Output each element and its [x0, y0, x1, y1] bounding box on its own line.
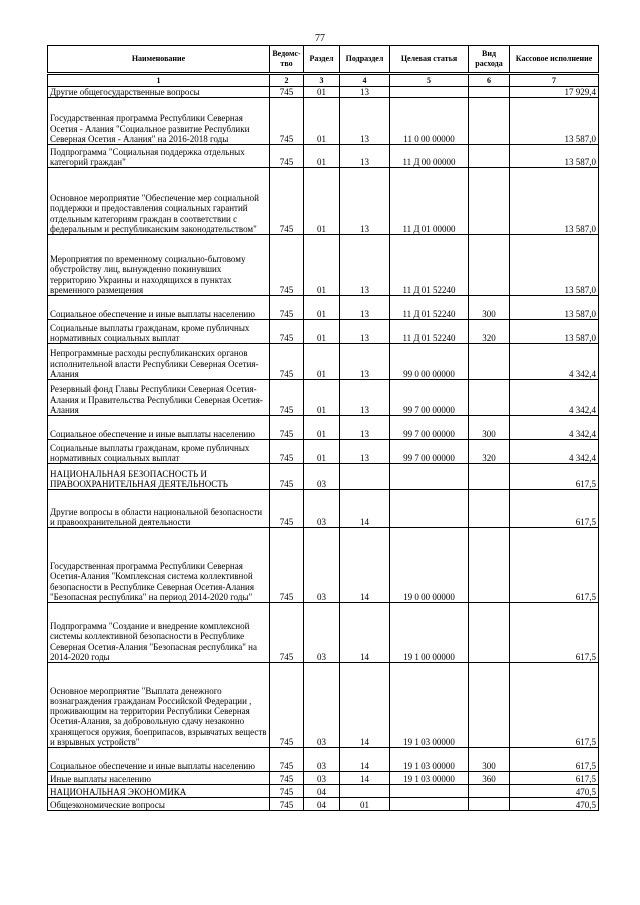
table-row	[48, 168, 599, 235]
row-section: 01	[304, 440, 340, 464]
row-subsection: 14	[340, 528, 390, 603]
row-amount: 617,5	[510, 464, 599, 490]
row-name: Социальные выплаты гражданам, кроме публичных нормативных социальных выплат	[48, 320, 270, 344]
row-amount: 617,5	[510, 528, 599, 603]
row-expense-type: 320	[469, 320, 510, 344]
row-target-item: 19 1 03 00000	[390, 663, 469, 748]
row-department: 745	[270, 145, 304, 168]
header-department: Ведомс-тво	[270, 46, 304, 74]
row-section: 01	[304, 344, 340, 380]
row-name: Другие общегосударственные вопросы	[48, 87, 270, 98]
row-name: Другие вопросы в области национальной безопасности и правоохранительной деятельности	[48, 490, 270, 528]
table-row	[48, 440, 599, 464]
row-section: 01	[304, 380, 340, 416]
row-expense-type	[469, 528, 510, 603]
table-row	[48, 235, 599, 296]
table-row	[48, 663, 599, 748]
row-amount: 4 342,4	[510, 380, 599, 416]
row-target-item: 19 1 03 00000	[390, 772, 469, 785]
row-section: 03	[304, 603, 340, 663]
row-amount: 4 342,4	[510, 416, 599, 440]
row-department: 745	[270, 528, 304, 603]
column-number-row	[48, 74, 599, 87]
row-expense-type	[469, 798, 510, 811]
table-row	[48, 490, 599, 528]
row-amount: 617,5	[510, 748, 599, 772]
row-name: Основное мероприятие "Обеспечение мер социальной поддержки и предоставления социальных гарантий отдельным категориям граждан в соответствии с федеральным и республиканским законодательством"	[48, 168, 270, 235]
row-department: 745	[270, 98, 304, 145]
row-name: Социальное обеспечение и иные выплаты населению	[48, 296, 270, 320]
row-expense-type	[469, 490, 510, 528]
row-subsection	[340, 464, 390, 490]
row-section: 03	[304, 772, 340, 785]
row-section: 01	[304, 145, 340, 168]
row-target-item	[390, 490, 469, 528]
row-name: Резервный фонд Главы Республики Северная Осетия-Алания и Правительства Республики Северная Осетия-Алания	[48, 380, 270, 416]
column-number: 1	[48, 74, 270, 87]
header-row	[48, 46, 599, 74]
row-amount: 470,5	[510, 798, 599, 811]
row-amount: 617,5	[510, 663, 599, 748]
row-amount: 13 587,0	[510, 235, 599, 296]
table-row	[48, 416, 599, 440]
row-section: 01	[304, 168, 340, 235]
row-expense-type	[469, 235, 510, 296]
row-name: Государственная программа Республики Северная Осетия - Алания "Социальное развитие Республики Северная Осетия - Алания" на 2016-2018 годы	[48, 98, 270, 145]
row-expense-type	[469, 785, 510, 798]
row-subsection: 13	[340, 380, 390, 416]
row-department: 745	[270, 320, 304, 344]
table-row	[48, 772, 599, 785]
row-department: 745	[270, 380, 304, 416]
row-section: 04	[304, 785, 340, 798]
row-department: 745	[270, 772, 304, 785]
row-subsection: 13	[340, 296, 390, 320]
row-section: 03	[304, 663, 340, 748]
row-department: 745	[270, 416, 304, 440]
row-subsection: 14	[340, 772, 390, 785]
row-expense-type	[469, 464, 510, 490]
table-row	[48, 785, 599, 798]
table-row	[48, 380, 599, 416]
row-name: Подпрограмма "Создание и внедрение комплексной системы коллективной безопасности в Республике Северная Осетия-Алания "Безопасная республика" на 2014-2020 годы	[48, 603, 270, 663]
row-expense-type: 360	[469, 772, 510, 785]
row-department: 745	[270, 490, 304, 528]
header-cash-execution: Кассовое исполнение	[510, 46, 599, 74]
row-expense-type	[469, 380, 510, 416]
row-target-item: 11 Д 00 00000	[390, 145, 469, 168]
row-target-item: 19 0 00 00000	[390, 528, 469, 603]
row-expense-type: 320	[469, 440, 510, 464]
row-amount: 13 587,0	[510, 296, 599, 320]
row-subsection: 14	[340, 603, 390, 663]
row-amount: 4 342,4	[510, 344, 599, 380]
row-subsection: 13	[340, 145, 390, 168]
row-target-item: 19 1 03 00000	[390, 748, 469, 772]
row-name: Социальные выплаты гражданам, кроме публичных нормативных социальных выплат	[48, 440, 270, 464]
row-target-item	[390, 798, 469, 811]
table-row	[48, 603, 599, 663]
row-target-item	[390, 87, 469, 98]
row-target-item	[390, 785, 469, 798]
row-target-item: 19 1 00 00000	[390, 603, 469, 663]
row-department: 745	[270, 603, 304, 663]
row-target-item: 11 Д 01 00000	[390, 168, 469, 235]
row-department: 745	[270, 440, 304, 464]
row-expense-type	[469, 98, 510, 145]
page-number: 77	[315, 33, 325, 44]
row-subsection: 13	[340, 320, 390, 344]
row-amount: 617,5	[510, 603, 599, 663]
row-expense-type: 300	[469, 748, 510, 772]
row-amount: 17 929,4	[510, 87, 599, 98]
column-number: 6	[469, 74, 510, 87]
row-name: Основное мероприятие "Выплата денежного вознаграждения гражданам Российской Федерации , проживающим на территории Республики Северная Осетия-Алания, за добровольную сдачу незаконно хранящегося оружия, боеприпасов, взрывчатых веществ и взрывных устройств"	[48, 663, 270, 748]
row-expense-type: 300	[469, 416, 510, 440]
row-expense-type	[469, 145, 510, 168]
row-department: 745	[270, 464, 304, 490]
row-name: Социальное обеспечение и иные выплаты населению	[48, 748, 270, 772]
column-number: 2	[270, 74, 304, 87]
row-department: 745	[270, 748, 304, 772]
row-department: 745	[270, 785, 304, 798]
row-name: НАЦИОНАЛЬНАЯ ЭКОНОМИКА	[48, 785, 270, 798]
table-row	[48, 98, 599, 145]
header-target-item: Целевая статья	[390, 46, 469, 74]
row-expense-type	[469, 87, 510, 98]
row-section: 01	[304, 296, 340, 320]
row-department: 745	[270, 798, 304, 811]
row-section: 03	[304, 528, 340, 603]
row-subsection	[340, 785, 390, 798]
table-row	[48, 145, 599, 168]
row-name: НАЦИОНАЛЬНАЯ БЕЗОПАСНОСТЬ И ПРАВООХРАНИТЕЛЬНАЯ ДЕЯТЕЛЬНОСТЬ	[48, 464, 270, 490]
row-target-item: 99 7 00 00000	[390, 380, 469, 416]
row-name: Иные выплаты населению	[48, 772, 270, 785]
row-subsection: 14	[340, 748, 390, 772]
table-row	[48, 320, 599, 344]
row-department: 745	[270, 87, 304, 98]
row-section: 01	[304, 416, 340, 440]
row-target-item: 99 7 00 00000	[390, 416, 469, 440]
row-target-item	[390, 464, 469, 490]
row-name: Общеэкономические вопросы	[48, 798, 270, 811]
row-section: 03	[304, 464, 340, 490]
row-expense-type: 300	[469, 296, 510, 320]
column-number: 3	[304, 74, 340, 87]
row-name: Мероприятия по временному социально-бытовому обустройству лиц, вынужденно покинувших территорию Украины и находящихся в пунктах временного размещения	[48, 235, 270, 296]
row-section: 01	[304, 320, 340, 344]
row-subsection: 14	[340, 663, 390, 748]
row-subsection: 13	[340, 235, 390, 296]
row-department: 745	[270, 663, 304, 748]
row-amount: 13 587,0	[510, 320, 599, 344]
row-expense-type	[469, 663, 510, 748]
column-number: 5	[390, 74, 469, 87]
column-number: 7	[510, 74, 599, 87]
row-section: 04	[304, 798, 340, 811]
row-subsection: 13	[340, 344, 390, 380]
row-subsection: 13	[340, 87, 390, 98]
row-target-item: 99 7 00 00000	[390, 440, 469, 464]
row-name: Подпрограмма "Социальная поддержка отдельных категорий граждан"	[48, 145, 270, 168]
row-amount: 13 587,0	[510, 168, 599, 235]
row-subsection: 01	[340, 798, 390, 811]
row-name: Непрограммные расходы республиканских органов исполнительной власти Республики Северная Осетия-Алания	[48, 344, 270, 380]
row-section: 03	[304, 748, 340, 772]
budget-execution-table	[47, 45, 599, 811]
table-row	[48, 87, 599, 98]
table-row	[48, 296, 599, 320]
table-row	[48, 464, 599, 490]
row-expense-type	[469, 344, 510, 380]
row-expense-type	[469, 168, 510, 235]
row-section: 01	[304, 98, 340, 145]
row-subsection: 13	[340, 440, 390, 464]
row-department: 745	[270, 344, 304, 380]
row-amount: 617,5	[510, 490, 599, 528]
row-subsection: 13	[340, 168, 390, 235]
header-expense-type: Вид расхода	[469, 46, 510, 74]
row-subsection: 13	[340, 98, 390, 145]
row-section: 03	[304, 490, 340, 528]
table-row	[48, 748, 599, 772]
row-target-item: 99 0 00 00000	[390, 344, 469, 380]
table-row	[48, 798, 599, 811]
row-amount: 4 342,4	[510, 440, 599, 464]
row-target-item: 11 Д 01 52240	[390, 320, 469, 344]
row-amount: 617,5	[510, 772, 599, 785]
row-department: 745	[270, 168, 304, 235]
row-target-item: 11 Д 01 52240	[390, 296, 469, 320]
row-name: Государственная программа Республики Северная Осетия-Алания "Комплексная система коллективной безопасности в Республике Северная Осетия-Алания "Безопасная республика" на период 2014-2020 годы"	[48, 528, 270, 603]
row-target-item: 11 0 00 00000	[390, 98, 469, 145]
row-subsection: 14	[340, 490, 390, 528]
row-amount: 470,5	[510, 785, 599, 798]
header-name: Наименование	[48, 46, 270, 74]
row-section: 01	[304, 235, 340, 296]
row-amount: 13 587,0	[510, 145, 599, 168]
header-section: Раздел	[304, 46, 340, 74]
row-expense-type	[469, 603, 510, 663]
column-number: 4	[340, 74, 390, 87]
row-name: Социальное обеспечение и иные выплаты населению	[48, 416, 270, 440]
row-subsection: 13	[340, 416, 390, 440]
row-section: 01	[304, 87, 340, 98]
table-row	[48, 344, 599, 380]
row-department: 745	[270, 235, 304, 296]
header-subsection: Подраздел	[340, 46, 390, 74]
row-department: 745	[270, 296, 304, 320]
row-amount: 13 587,0	[510, 98, 599, 145]
row-target-item: 11 Д 01 52240	[390, 235, 469, 296]
table-row	[48, 528, 599, 603]
